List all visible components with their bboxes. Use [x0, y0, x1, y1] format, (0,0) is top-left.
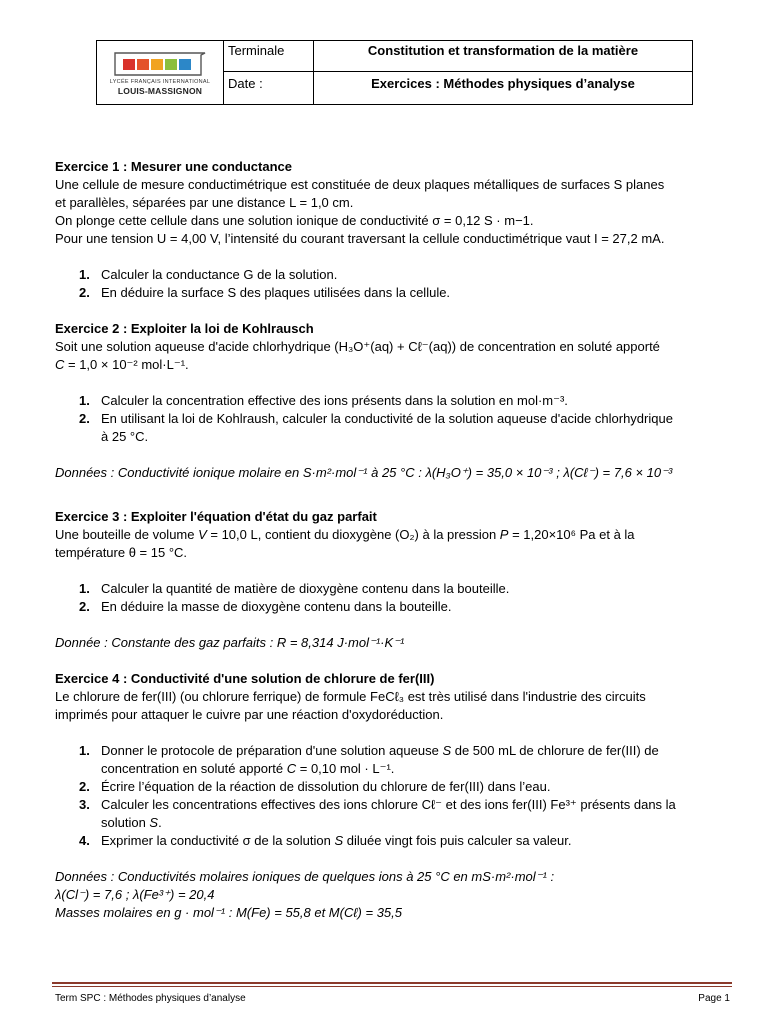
level-cell: Terminale — [224, 41, 314, 72]
question-text: Écrire l’équation de la réaction de dissolution du chlorure de fer(III) dans l’eau. — [101, 779, 551, 794]
question-item — [55, 266, 735, 284]
question-text: Calculer la quantité de matière de dioxygène contenu dans la bouteille. — [101, 581, 510, 596]
exercise-content — [55, 158, 735, 922]
symbol-s: S — [334, 833, 344, 848]
text-run: = 1,20×10⁶ Pa et à la — [508, 527, 635, 542]
exercise-3-line — [55, 526, 735, 544]
exercise-1-line: et parallèles, séparées par une distance L = 1,0 cm. — [55, 195, 354, 210]
text-run: diluée vingt fois puis calculer sa valeur. — [343, 833, 572, 848]
exercise-4-data: λ(Cl⁻) = 7,6 ; λ(Fe³⁺) = 20,4 — [55, 887, 215, 902]
question-number: 2. — [79, 285, 90, 300]
question-item — [55, 796, 735, 832]
question-number: 1. — [79, 743, 90, 758]
question-item — [55, 580, 735, 598]
symbol-c: C — [55, 357, 65, 372]
header-table — [96, 40, 693, 105]
exercise-2-line — [55, 356, 735, 374]
exercise-3-line: température θ = 15 °C. — [55, 545, 188, 560]
question-number: 4. — [79, 833, 90, 848]
logo-cell — [97, 41, 224, 104]
text-run: = 10,0 L, contient du dioxygène (O₂) à la pression — [206, 527, 500, 542]
text-run: de 500 mL de chlorure de fer(III) de — [451, 743, 659, 758]
text-run: solution — [101, 815, 150, 830]
question-item — [55, 778, 735, 796]
footer-title: Term SPC : Méthodes physiques d’analyse — [55, 993, 246, 1004]
page-number: Page 1 — [698, 993, 730, 1004]
question-number: 1. — [79, 393, 90, 408]
question-item — [55, 284, 735, 302]
text-run: Une bouteille de volume — [55, 527, 199, 542]
question-item — [55, 410, 735, 446]
title-cell: Exercices : Méthodes physiques d’analyse — [371, 76, 635, 91]
symbol-v: V — [198, 527, 207, 542]
exercise-1-line: On plonge cette cellule dans une solution ionique de conductivité σ = 0,12 S · m−1. — [55, 213, 534, 228]
exercise-4-data: Masses molaires en g · mol⁻¹ : M(Fe) = 55,8 et M(Cℓ) = 35,5 — [55, 905, 403, 920]
exercise-4-line: Le chlorure de fer(III) (ou chlorure ferrique) de formule FeCℓ₃ est très utilisé dans l'industrie des circuits — [55, 689, 646, 704]
question-item — [55, 598, 735, 616]
exercise-4-line: imprimés pour attaquer le cuivre par une réaction d'oxydoréduction. — [55, 707, 444, 722]
exercise-2-line: Soit une solution aqueuse d'acide chlorhydrique (H₃O⁺(aq) + Cℓ⁻(aq)) de concentration en soluté apporté — [55, 339, 660, 354]
exercise-2-questions — [55, 392, 735, 446]
symbol-c: C — [286, 761, 297, 776]
symbol-s: S — [149, 815, 159, 830]
exercise-4-data: Données : Conductivités molaires ioniques de quelques ions à 25 °C en mS·m²·mol⁻¹ : — [55, 869, 555, 884]
question-text: En utilisant la loi de Kohlraush, calculer la conductivité de la solution aqueuse d'acide chlorhydrique — [101, 411, 673, 426]
exercise-1-line: Pour une tension U = 4,00 V, l’intensité du courant traversant la cellule conductimétrique vaut I = 27,2 mA. — [55, 231, 665, 246]
theme-cell: Constitution et transformation de la matière — [314, 41, 692, 72]
question-text: En déduire la surface S des plaques utilisées dans la cellule. — [101, 285, 451, 300]
question-item — [55, 832, 735, 850]
text-run: Donner le protocole de préparation d'une solution aqueuse — [101, 743, 443, 758]
school-logo — [107, 47, 213, 99]
question-text: Calculer la concentration effective des ions présents dans la solution en mol·m⁻³. — [101, 393, 568, 408]
question-number: 2. — [79, 599, 90, 614]
exercise-4-questions — [55, 742, 735, 850]
exercise-2-data: Données : Conductivité ionique molaire en S·m²·mol⁻¹ à 25 °C : λ(H₃O⁺) = 35,0 × 10⁻³ ; λ(Cℓ⁻) = 7,6 × 10⁻³ — [55, 465, 673, 480]
question-text: Calculer la conductance G de la solution. — [101, 267, 338, 282]
text-run: concentration en soluté apporté — [101, 761, 287, 776]
school-logo-mark — [113, 49, 209, 77]
question-item — [55, 742, 735, 778]
exercise-4-title: Exercice 4 : Conductivité d'une solution de chlorure de fer(III) — [55, 671, 435, 686]
footer-rule — [52, 982, 732, 984]
exercise-3-data: Donnée : Constante des gaz parfaits : R = 8,314 J·mol⁻¹·K⁻¹ — [55, 635, 405, 650]
text-run: . — [158, 815, 162, 830]
text-run: Exprimer la conductivité σ de la solution — [101, 833, 335, 848]
footer-rule — [52, 986, 732, 987]
text-run: = 0,10 mol · L⁻¹. — [296, 761, 395, 776]
question-number: 1. — [79, 581, 90, 596]
exercise-2-concentration: = 1,0 × 10⁻² mol·L⁻¹. — [64, 357, 189, 372]
symbol-p: P — [499, 527, 509, 542]
logo-name: LOUIS-MASSIGNON — [117, 86, 203, 96]
question-text: En déduire la masse de dioxygène contenu dans la bouteille. — [101, 599, 452, 614]
exercise-3-title: Exercice 3 : Exploiter l'équation d'état du gaz parfait — [55, 509, 377, 524]
question-text: Calculer les concentrations effectives des ions chlorure Cℓ⁻ et des ions fer(III) Fe³⁺ présents dans la — [101, 797, 676, 812]
symbol-s: S — [442, 743, 452, 758]
exercise-1-line: Une cellule de mesure conductimétrique est constituée de deux plaques métalliques de surfaces S planes — [55, 177, 665, 192]
exercise-3-questions — [55, 580, 735, 616]
question-text-cont: à 25 °C. — [101, 429, 149, 444]
exercise-2-title: Exercice 2 : Exploiter la loi de Kohlrausch — [55, 321, 314, 336]
exercise-1-questions — [55, 266, 735, 302]
question-number: 3. — [79, 797, 90, 812]
question-item — [55, 392, 735, 410]
question-number: 2. — [79, 411, 90, 426]
question-number: 1. — [79, 267, 90, 282]
date-cell: Date : — [224, 72, 314, 104]
exercise-1-title: Exercice 1 : Mesurer une conductance — [55, 159, 292, 174]
question-number: 2. — [79, 779, 90, 794]
logo-subtitle: LYCÉE FRANÇAIS INTERNATIONAL — [109, 79, 211, 85]
